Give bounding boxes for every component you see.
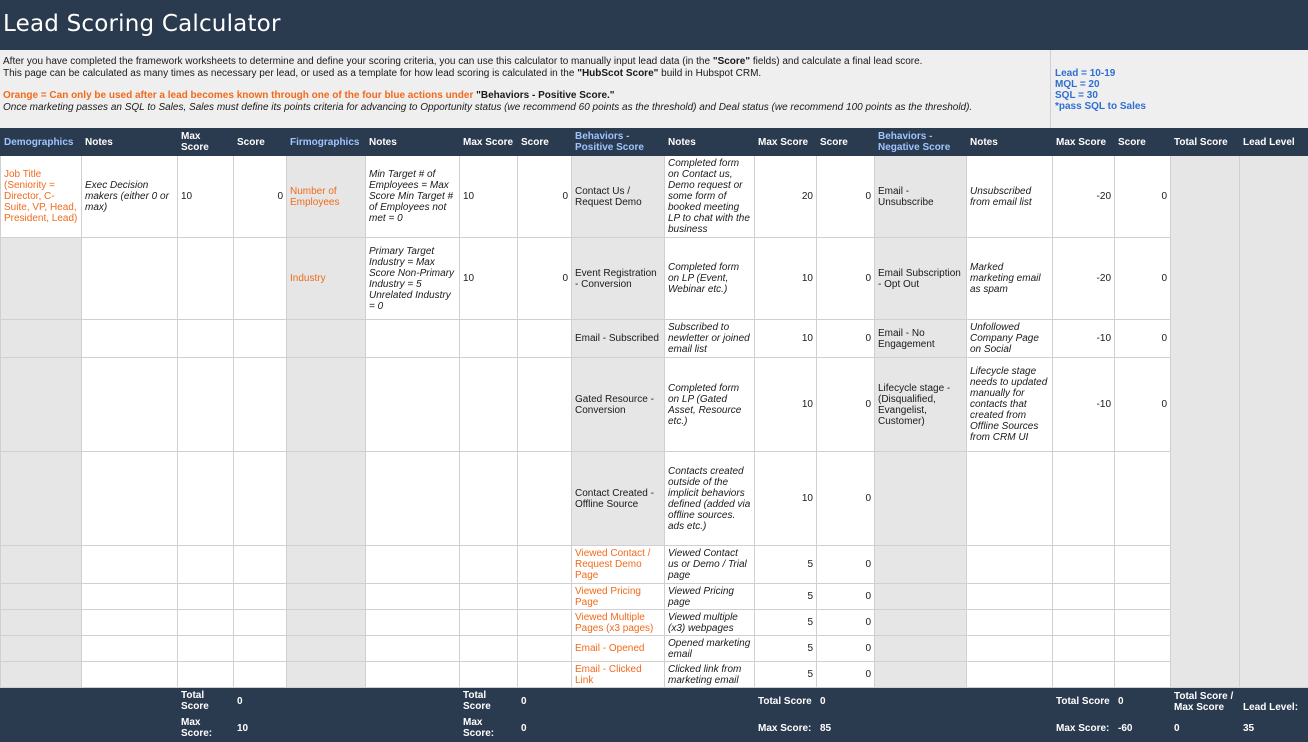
empty-cell bbox=[875, 662, 967, 688]
col-total-score: Total Score bbox=[1171, 129, 1240, 156]
positive-notes: Viewed Contact us or Demo / Trial page bbox=[665, 546, 755, 584]
total-score-column bbox=[1171, 156, 1240, 688]
positive-max: 10 bbox=[755, 452, 817, 546]
title-bar bbox=[0, 0, 1308, 50]
intro-line-1a: After you have completed the framework worksheets to determine and define your scoring criteria, you can use this calculator to manually input lead data (in the bbox=[3, 56, 713, 67]
col-lead-level: Lead Level bbox=[1240, 129, 1308, 156]
firmographic-max: 10 bbox=[460, 238, 518, 320]
empty-cell bbox=[967, 610, 1053, 636]
empty-cell bbox=[82, 584, 178, 610]
positive-max-value: 85 bbox=[817, 715, 875, 742]
positive-score-input[interactable]: 0 bbox=[817, 452, 875, 546]
empty-cell bbox=[460, 662, 518, 688]
positive-max: 10 bbox=[755, 358, 817, 452]
positive-max: 5 bbox=[755, 662, 817, 688]
demographic-max: 10 bbox=[178, 156, 234, 238]
empty-cell bbox=[1115, 610, 1171, 636]
empty-cell bbox=[234, 546, 287, 584]
empty-cell bbox=[1, 636, 82, 662]
positive-name: Email - Subscribed bbox=[572, 320, 665, 358]
total-over-max-label: Total Score / Max Score bbox=[1171, 688, 1240, 715]
footer-spacer bbox=[366, 688, 460, 715]
page-title: Lead Scoring Calculator bbox=[3, 11, 281, 37]
empty-cell bbox=[460, 636, 518, 662]
col-notes: Notes bbox=[967, 129, 1053, 156]
negative-max: -10 bbox=[1053, 320, 1115, 358]
empty-cell bbox=[82, 320, 178, 358]
empty-cell bbox=[1115, 584, 1171, 610]
scoring-grid bbox=[0, 128, 1308, 742]
negative-notes: Unsubscribed from email list bbox=[967, 156, 1053, 238]
table-row bbox=[1, 452, 1308, 546]
empty-cell bbox=[287, 452, 366, 546]
col-notes: Notes bbox=[82, 129, 178, 156]
footer-spacer bbox=[967, 688, 1053, 715]
negative-score-input[interactable]: 0 bbox=[1115, 238, 1171, 320]
threshold-sql: SQL = 30 bbox=[1055, 90, 1098, 101]
empty-cell bbox=[234, 238, 287, 320]
positive-max: 5 bbox=[755, 584, 817, 610]
empty-cell bbox=[967, 452, 1053, 546]
negative-score-input[interactable]: 0 bbox=[1115, 358, 1171, 452]
negative-max-label: Max Score: bbox=[1053, 715, 1115, 742]
footer-spacer bbox=[875, 715, 967, 742]
footer-spacer bbox=[665, 688, 755, 715]
lead-level-label: Lead Level: bbox=[1240, 688, 1308, 715]
negative-score-input[interactable]: 0 bbox=[1115, 156, 1171, 238]
demographic-name: Job Title (Seniority = Director, C-Suite, VP, Head, President, Lead) bbox=[1, 156, 82, 238]
empty-cell bbox=[460, 320, 518, 358]
positive-notes: Viewed multiple (x3) webpages bbox=[665, 610, 755, 636]
table-row bbox=[1, 156, 1308, 238]
col-notes: Notes bbox=[366, 129, 460, 156]
empty-cell bbox=[1053, 636, 1115, 662]
table-row bbox=[1, 546, 1308, 584]
empty-cell bbox=[287, 584, 366, 610]
positive-notes: Completed form on LP (Gated Asset, Resource etc.) bbox=[665, 358, 755, 452]
empty-cell bbox=[1, 238, 82, 320]
intro-line-2c: build in Hubspot CRM. bbox=[658, 68, 762, 79]
firmographics-max-value: 0 bbox=[518, 715, 572, 742]
intro-line-2a: This page can be calculated as many times as necessary per lead, or used as a template for how lead scoring is calculated in the bbox=[3, 68, 578, 79]
empty-cell bbox=[287, 662, 366, 688]
empty-cell bbox=[82, 610, 178, 636]
positive-notes: Viewed Pricing page bbox=[665, 584, 755, 610]
negative-max: -10 bbox=[1053, 358, 1115, 452]
empty-cell bbox=[875, 610, 967, 636]
negative-total-value: 0 bbox=[1115, 688, 1171, 715]
col-behaviors-positive: Behaviors - Positive Score bbox=[572, 129, 665, 156]
footer-spacer bbox=[967, 715, 1053, 742]
footer-spacer bbox=[875, 688, 967, 715]
footer-max-row bbox=[1, 715, 1308, 742]
empty-cell bbox=[234, 610, 287, 636]
empty-cell bbox=[518, 584, 572, 610]
positive-notes: Subscribed to newletter or joined email list bbox=[665, 320, 755, 358]
firmographic-name: Number of Employees bbox=[287, 156, 366, 238]
empty-cell bbox=[366, 662, 460, 688]
empty-cell bbox=[366, 358, 460, 452]
positive-score-input[interactable]: 0 bbox=[817, 156, 875, 238]
empty-cell bbox=[366, 452, 460, 546]
empty-cell bbox=[1, 320, 82, 358]
col-demographics: Demographics bbox=[1, 129, 82, 156]
empty-cell bbox=[366, 320, 460, 358]
empty-cell bbox=[518, 610, 572, 636]
positive-notes: Completed form on Contact us, Demo request or some form of booked meeting LP to chat with the business bbox=[665, 156, 755, 238]
firmographic-score-input[interactable]: 0 bbox=[518, 156, 572, 238]
positive-max: 10 bbox=[755, 320, 817, 358]
empty-cell bbox=[234, 584, 287, 610]
firmographic-name: Industry bbox=[287, 238, 366, 320]
positive-score-input[interactable]: 0 bbox=[817, 358, 875, 452]
col-max-score: Max Score bbox=[178, 129, 234, 156]
footer-spacer bbox=[366, 715, 460, 742]
empty-cell bbox=[287, 358, 366, 452]
empty-cell bbox=[1, 546, 82, 584]
intro-text bbox=[3, 56, 1043, 80]
empty-cell bbox=[518, 662, 572, 688]
empty-cell bbox=[178, 636, 234, 662]
positive-notes: Contacts created outside of the implicit behaviors defined (added via offline sources. ads etc.) bbox=[665, 452, 755, 546]
empty-cell bbox=[366, 636, 460, 662]
empty-cell bbox=[460, 584, 518, 610]
empty-cell bbox=[1, 452, 82, 546]
footer-spacer bbox=[287, 688, 366, 715]
positive-notes: Opened marketing email bbox=[665, 636, 755, 662]
empty-cell bbox=[1, 584, 82, 610]
empty-cell bbox=[1115, 546, 1171, 584]
empty-cell bbox=[518, 546, 572, 584]
demographics-max-value: 10 bbox=[234, 715, 287, 742]
empty-cell bbox=[234, 662, 287, 688]
table-row bbox=[1, 662, 1308, 688]
col-score: Score bbox=[1115, 129, 1171, 156]
empty-cell bbox=[518, 452, 572, 546]
lead-level-column bbox=[1240, 156, 1308, 688]
grand-total-value: 0 bbox=[1171, 715, 1240, 742]
empty-cell bbox=[234, 320, 287, 358]
positive-max: 5 bbox=[755, 610, 817, 636]
empty-cell bbox=[366, 546, 460, 584]
intro-panel bbox=[0, 50, 1308, 128]
positive-score-input[interactable]: 0 bbox=[817, 610, 875, 636]
positive-score-input[interactable]: 0 bbox=[817, 584, 875, 610]
intro-line-1c: fields) and calculate a final lead score. bbox=[750, 56, 923, 67]
col-behaviors-negative: Behaviors - Negative Score bbox=[875, 129, 967, 156]
empty-cell bbox=[460, 546, 518, 584]
empty-cell bbox=[366, 584, 460, 610]
firmographic-max: 10 bbox=[460, 156, 518, 238]
footer-spacer bbox=[1, 688, 82, 715]
empty-cell bbox=[178, 320, 234, 358]
table-row bbox=[1, 238, 1308, 320]
demographics-max-label: Max Score: bbox=[178, 715, 234, 742]
empty-cell bbox=[875, 452, 967, 546]
empty-cell bbox=[287, 610, 366, 636]
empty-cell bbox=[1053, 584, 1115, 610]
empty-cell bbox=[178, 610, 234, 636]
intro-line-1b: "Score" bbox=[712, 56, 751, 67]
sales-threshold-note: Once marketing passes an SQL to Sales, Sales must define its points criteria for advancing to Opportunity status (we recommend 60 points as the threshold) and Deal status (we recommend 100 points as the threshold). bbox=[3, 102, 973, 113]
empty-cell bbox=[366, 610, 460, 636]
empty-cell bbox=[1053, 662, 1115, 688]
empty-cell bbox=[875, 636, 967, 662]
intro-line-2b: "HubScot Score" bbox=[577, 68, 659, 79]
empty-cell bbox=[1, 358, 82, 452]
negative-notes: Unfollowed Company Page on Social bbox=[967, 320, 1053, 358]
table-row bbox=[1, 320, 1308, 358]
demographic-notes: Exec Decision makers (either 0 or max) bbox=[82, 156, 178, 238]
col-firmographics: Firmographics bbox=[287, 129, 366, 156]
empty-cell bbox=[82, 662, 178, 688]
empty-cell bbox=[967, 636, 1053, 662]
negative-max: -20 bbox=[1053, 238, 1115, 320]
table-row bbox=[1, 636, 1308, 662]
positive-score-input[interactable]: 0 bbox=[817, 320, 875, 358]
footer-spacer bbox=[287, 715, 366, 742]
threshold-lead: Lead = 10-19 bbox=[1055, 68, 1116, 79]
empty-cell bbox=[1115, 636, 1171, 662]
firmographics-total-label: Total Score bbox=[460, 688, 518, 715]
footer-spacer bbox=[665, 715, 755, 742]
positive-max: 10 bbox=[755, 238, 817, 320]
empty-cell bbox=[1, 610, 82, 636]
empty-cell bbox=[1115, 662, 1171, 688]
positive-max-label: Max Score: bbox=[755, 715, 817, 742]
empty-cell bbox=[967, 546, 1053, 584]
positive-name: Contact Us / Request Demo bbox=[572, 156, 665, 238]
empty-cell bbox=[287, 320, 366, 358]
empty-cell bbox=[518, 358, 572, 452]
empty-cell bbox=[967, 662, 1053, 688]
positive-score-input[interactable]: 0 bbox=[817, 546, 875, 584]
col-notes: Notes bbox=[665, 129, 755, 156]
footer-total-row bbox=[1, 688, 1308, 715]
negative-notes: Marked marketing email as spam bbox=[967, 238, 1053, 320]
col-score: Score bbox=[817, 129, 875, 156]
footer-spacer bbox=[82, 715, 178, 742]
negative-max-value: -60 bbox=[1115, 715, 1171, 742]
empty-cell bbox=[1, 662, 82, 688]
empty-cell bbox=[518, 320, 572, 358]
empty-cell bbox=[460, 610, 518, 636]
header-row bbox=[1, 129, 1308, 156]
positive-max: 20 bbox=[755, 156, 817, 238]
empty-cell bbox=[178, 546, 234, 584]
empty-cell bbox=[234, 452, 287, 546]
col-score: Score bbox=[518, 129, 572, 156]
table-row bbox=[1, 584, 1308, 610]
positive-max: 5 bbox=[755, 546, 817, 584]
footer-spacer bbox=[82, 688, 178, 715]
threshold-pass-note: *pass SQL to Sales bbox=[1055, 101, 1146, 112]
col-max-score: Max Score bbox=[755, 129, 817, 156]
empty-cell bbox=[1115, 452, 1171, 546]
empty-cell bbox=[178, 358, 234, 452]
footer-spacer bbox=[1, 715, 82, 742]
empty-cell bbox=[82, 452, 178, 546]
firmographics-max-label: Max Score: bbox=[460, 715, 518, 742]
empty-cell bbox=[1053, 452, 1115, 546]
empty-cell bbox=[234, 358, 287, 452]
footer-spacer bbox=[572, 715, 665, 742]
empty-cell bbox=[82, 546, 178, 584]
negative-max: -20 bbox=[1053, 156, 1115, 238]
negative-notes: Lifecycle stage needs to updated manually for contacts that created from Offline Sources from CRM UI bbox=[967, 358, 1053, 452]
threshold-legend bbox=[1050, 50, 1308, 128]
positive-score-input[interactable]: 0 bbox=[817, 636, 875, 662]
empty-cell bbox=[82, 636, 178, 662]
positive-score-input[interactable]: 0 bbox=[817, 238, 875, 320]
positive-name: Viewed Contact / Request Demo Page bbox=[572, 546, 665, 584]
table-row bbox=[1, 358, 1308, 452]
negative-score-input[interactable]: 0 bbox=[1115, 320, 1171, 358]
firmographic-score-input[interactable]: 0 bbox=[518, 238, 572, 320]
positive-name: Viewed Multiple Pages (x3 pages) bbox=[572, 610, 665, 636]
positive-notes: Completed form on LP (Event, Webinar etc.) bbox=[665, 238, 755, 320]
empty-cell bbox=[82, 358, 178, 452]
col-max-score: Max Score bbox=[460, 129, 518, 156]
orange-note-ref: "Behaviors - Positive Score." bbox=[476, 90, 615, 101]
empty-cell bbox=[178, 584, 234, 610]
empty-cell bbox=[875, 584, 967, 610]
threshold-mql: MQL = 20 bbox=[1055, 79, 1100, 90]
positive-name: Event Registration - Conversion bbox=[572, 238, 665, 320]
positive-name: Email - Opened bbox=[572, 636, 665, 662]
positive-total-label: Total Score bbox=[755, 688, 817, 715]
empty-cell bbox=[1053, 546, 1115, 584]
demographics-total-value: 0 bbox=[234, 688, 287, 715]
positive-total-value: 0 bbox=[817, 688, 875, 715]
positive-name: Viewed Pricing Page bbox=[572, 584, 665, 610]
col-max-score: Max Score bbox=[1053, 129, 1115, 156]
empty-cell bbox=[234, 636, 287, 662]
intro-notes bbox=[3, 90, 1043, 114]
positive-name: Gated Resource - Conversion bbox=[572, 358, 665, 452]
negative-name: Email - No Engagement bbox=[875, 320, 967, 358]
empty-cell bbox=[178, 662, 234, 688]
positive-score-input[interactable]: 0 bbox=[817, 662, 875, 688]
empty-cell bbox=[287, 546, 366, 584]
positive-max: 5 bbox=[755, 636, 817, 662]
empty-cell bbox=[875, 546, 967, 584]
empty-cell bbox=[518, 636, 572, 662]
negative-total-label: Total Score bbox=[1053, 688, 1115, 715]
empty-cell bbox=[82, 238, 178, 320]
empty-cell bbox=[178, 452, 234, 546]
negative-name: Email - Unsubscribe bbox=[875, 156, 967, 238]
col-score: Score bbox=[234, 129, 287, 156]
negative-name: Lifecycle stage - (Disqualified, Evangelist, Customer) bbox=[875, 358, 967, 452]
empty-cell bbox=[1053, 610, 1115, 636]
orange-note: Orange = Can only be used after a lead becomes known through one of the four blue actions under bbox=[3, 90, 477, 101]
positive-notes: Clicked link from marketing email bbox=[665, 662, 755, 688]
empty-cell bbox=[967, 584, 1053, 610]
demographics-total-label: Total Score bbox=[178, 688, 234, 715]
firmographics-total-value: 0 bbox=[518, 688, 572, 715]
positive-name: Contact Created - Offline Source bbox=[572, 452, 665, 546]
positive-name: Email - Clicked Link bbox=[572, 662, 665, 688]
firmographic-notes: Min Target # of Employees = Max Score Min Target # of Employees not met = 0 bbox=[366, 156, 460, 238]
demographic-score-input[interactable]: 0 bbox=[234, 156, 287, 238]
empty-cell bbox=[287, 636, 366, 662]
grand-max-value: 35 bbox=[1240, 715, 1308, 742]
table-row bbox=[1, 610, 1308, 636]
negative-name: Email Subscription - Opt Out bbox=[875, 238, 967, 320]
empty-cell bbox=[178, 238, 234, 320]
empty-cell bbox=[460, 358, 518, 452]
empty-cell bbox=[460, 452, 518, 546]
firmographic-notes: Primary Target Industry = Max Score Non-Primary Industry = 5 Unrelated Industry = 0 bbox=[366, 238, 460, 320]
footer-spacer bbox=[572, 688, 665, 715]
